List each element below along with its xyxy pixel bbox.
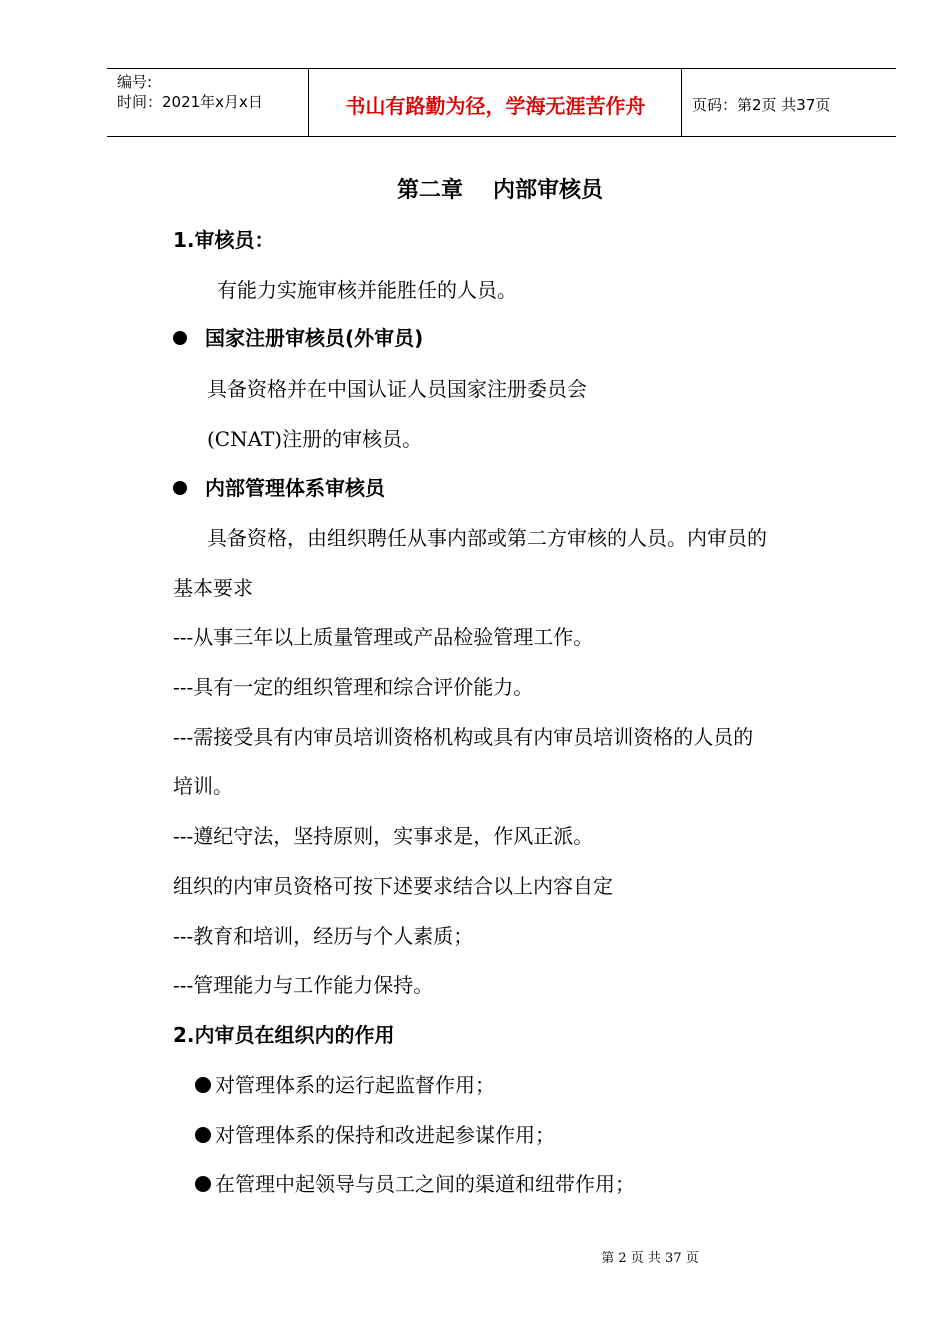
header-page-cell [682, 69, 896, 136]
bullet-icon [173, 481, 187, 495]
role-item-text: 在管理中起领导与员工之间的渠道和纽带作用； [215, 1172, 635, 1196]
bullet-icon [173, 331, 187, 345]
bullet-icon [195, 1127, 211, 1143]
header-meta-cell [107, 69, 309, 136]
page-footer: 第 2 页 共 37 页 [601, 1251, 699, 1266]
role-item [195, 1073, 495, 1097]
chapter-title [0, 173, 950, 204]
requirement-item: ---从事三年以上质量管理或产品检验管理工作。 [173, 625, 594, 649]
requirement-item: ---具有一定的组织管理和综合评价能力。 [173, 675, 534, 699]
requirement-item: ---管理能力与工作能力保持。 [173, 973, 434, 997]
paragraph-line: 具备资格并在中国认证人员国家注册委员会 [207, 377, 587, 401]
role-item-text: 对管理体系的保持和改进起参谋作用； [215, 1123, 555, 1147]
section-heading-2: 2.内审员在组织内的作用 [173, 1023, 395, 1047]
paragraph-line: 组织的内审员资格可按下述要求结合以上内容自定 [173, 874, 613, 898]
code-label: 编号: [117, 73, 153, 91]
paragraph-line: (CNAT)注册的审核员。 [207, 427, 423, 451]
header-motto-cell [309, 69, 682, 136]
requirement-item: ---遵纪守法，坚持原则，实事求是，作风正派。 [173, 824, 594, 848]
motto: 书山有路勤为径，学海无涯苦作舟 [345, 94, 646, 118]
bullet-icon [195, 1077, 211, 1093]
chapter-name: 内部审核员 [493, 178, 604, 203]
page-header [107, 68, 896, 137]
paragraph-line: 基本要求 [173, 576, 253, 600]
requirement-item: ---需接受具有内审员培训资格机构或具有内审员培训资格的人员的 [173, 725, 754, 749]
bullet-heading-external [173, 326, 423, 350]
role-item [195, 1172, 635, 1196]
page-label: 页码：第2页 共37页 [692, 96, 831, 114]
role-item [195, 1123, 555, 1147]
paragraph-line: 具备资格，由组织聘任从事内部或第二方审核的人员。内审员的 [207, 526, 767, 550]
definition-text: 有能力实施审核并能胜任的人员。 [217, 278, 517, 302]
requirement-item: ---教育和培训，经历与个人素质； [173, 924, 474, 948]
time-label: 时间：2021年x月x日 [117, 93, 263, 111]
bullet-heading-text: 国家注册审核员(外审员) [205, 326, 424, 350]
bullet-icon [195, 1176, 211, 1192]
requirement-item-continued: 培训。 [173, 774, 233, 798]
role-item-text: 对管理体系的运行起监督作用； [215, 1073, 495, 1097]
bullet-heading-text: 内部管理体系审核员 [205, 476, 385, 500]
bullet-heading-internal [173, 476, 385, 500]
chapter-number: 第二章 [396, 178, 463, 203]
section-heading-1: 1.审核员： [173, 228, 275, 252]
